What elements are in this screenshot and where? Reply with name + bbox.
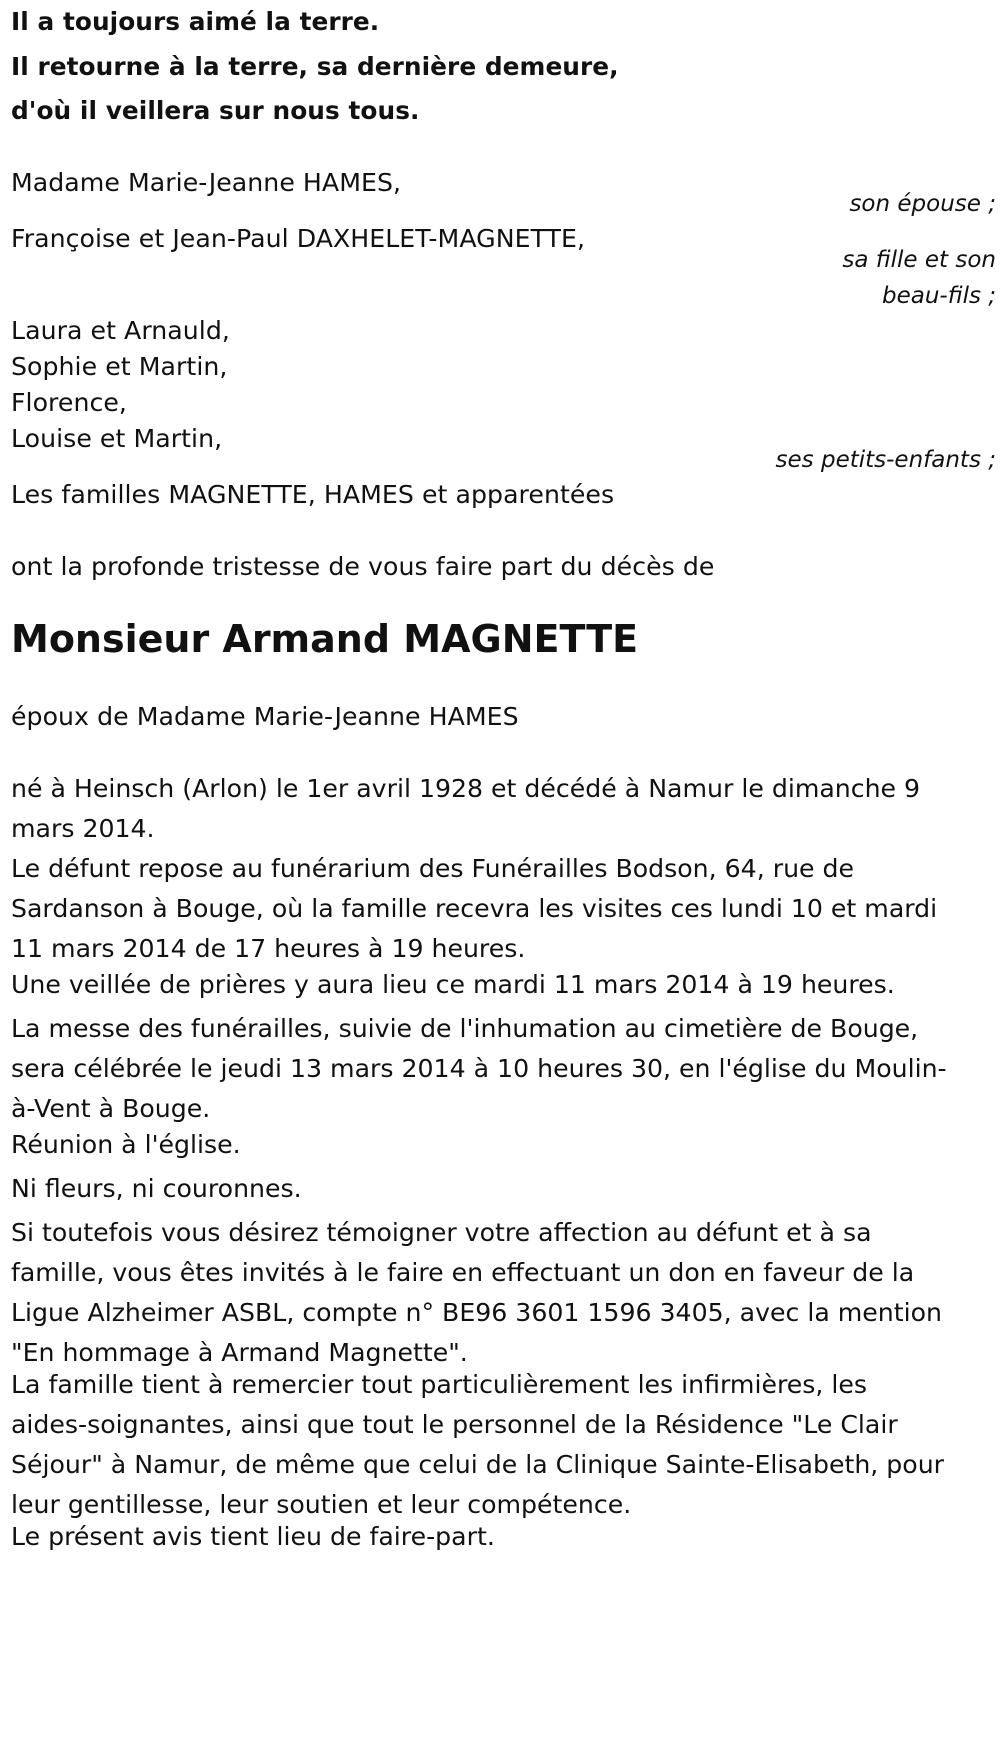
paragraph-line: "En hommage à Armand Magnette". bbox=[11, 1338, 468, 1367]
flowers-paragraph bbox=[11, 1169, 996, 1209]
paragraph-line: Le défunt repose au funérarium des Funérailles Bodson, 64, rue de bbox=[11, 854, 855, 883]
paragraph-line: Séjour" à Namur, de même que celui de la Clinique Sainte-Elisabeth, pour bbox=[11, 1450, 945, 1479]
deceased-name: Monsieur Armand MAGNETTE bbox=[11, 617, 639, 661]
epigraph-line-2: Il retourne à la terre, sa dernière demeure, bbox=[11, 52, 619, 81]
paragraph-line: Ni fleurs, ni couronnes. bbox=[11, 1174, 302, 1203]
epigraph-line-3: d'où il veillera sur nous tous. bbox=[11, 96, 420, 125]
paragraph-line: Réunion à l'église. bbox=[11, 1130, 241, 1159]
paragraph-line: Sardanson à Bouge, où la famille recevra les visites ces lundi 10 et mardi bbox=[11, 894, 938, 923]
donation-paragraph bbox=[11, 1213, 996, 1373]
paragraph-line: mars 2014. bbox=[11, 814, 155, 843]
paragraph-line: La famille tient à remercier tout particulièrement les infirmières, les bbox=[11, 1370, 868, 1399]
paragraph-line: famille, vous êtes invités à le faire en effectuant un don en faveur de la bbox=[11, 1258, 915, 1287]
funerarium-paragraph bbox=[11, 849, 996, 969]
meeting-paragraph bbox=[11, 1125, 996, 1165]
paragraph-line: leur gentillesse, leur soutien et leur compétence. bbox=[11, 1490, 632, 1519]
spouse-of: époux de Madame Marie-Jeanne HAMES bbox=[11, 702, 519, 731]
spouse-role: son épouse ; bbox=[849, 191, 996, 217]
mass-paragraph bbox=[11, 1009, 996, 1129]
extended-families: Les familles MAGNETTE, HAMES et apparentées bbox=[11, 480, 615, 509]
birth-death-paragraph bbox=[11, 769, 996, 849]
grandchild-3: Florence, bbox=[11, 388, 127, 417]
grandchild-2: Sophie et Martin, bbox=[11, 352, 228, 381]
paragraph-line: La messe des funérailles, suivie de l'inhumation au cimetière de Bouge, bbox=[11, 1014, 919, 1043]
epigraph-line-1: Il a toujours aimé la terre. bbox=[11, 7, 380, 36]
thanks-paragraph bbox=[11, 1365, 996, 1525]
announcement-text: ont la profonde tristesse de vous faire part du décès de bbox=[11, 552, 715, 581]
paragraph-line: 11 mars 2014 de 17 heures à 19 heures. bbox=[11, 934, 526, 963]
paragraph-line: sera célébrée le jeudi 13 mars 2014 à 10 heures 30, en l'église du Moulin- bbox=[11, 1054, 947, 1083]
daughter-names: Françoise et Jean-Paul DAXHELET-MAGNETTE, bbox=[11, 224, 586, 253]
grandchildren-role: ses petits-enfants ; bbox=[775, 447, 996, 473]
paragraph-line: Le présent avis tient lieu de faire-part. bbox=[11, 1522, 495, 1551]
grandchild-1: Laura et Arnauld, bbox=[11, 316, 230, 345]
paragraph-line: aides-soignantes, ainsi que tout le personnel de la Résidence "Le Clair bbox=[11, 1410, 898, 1439]
grandchild-4: Louise et Martin, bbox=[11, 424, 223, 453]
daughter-role-line-1: sa fille et son bbox=[842, 247, 996, 273]
vigil-paragraph bbox=[11, 965, 996, 1005]
paragraph-line: Si toutefois vous désirez témoigner votre affection au défunt et à sa bbox=[11, 1218, 872, 1247]
paragraph-line: Une veillée de prières y aura lieu ce mardi 11 mars 2014 à 19 heures. bbox=[11, 970, 895, 999]
paragraph-line: Ligue Alzheimer ASBL, compte n° BE96 3601 1596 3405, avec la mention bbox=[11, 1298, 943, 1327]
notice-paragraph bbox=[11, 1517, 996, 1557]
paragraph-line: à-Vent à Bouge. bbox=[11, 1094, 211, 1123]
paragraph-line: né à Heinsch (Arlon) le 1er avril 1928 et décédé à Namur le dimanche 9 bbox=[11, 774, 921, 803]
spouse-name: Madame Marie-Jeanne HAMES, bbox=[11, 168, 402, 197]
daughter-role-line-2: beau-fils ; bbox=[881, 283, 996, 309]
